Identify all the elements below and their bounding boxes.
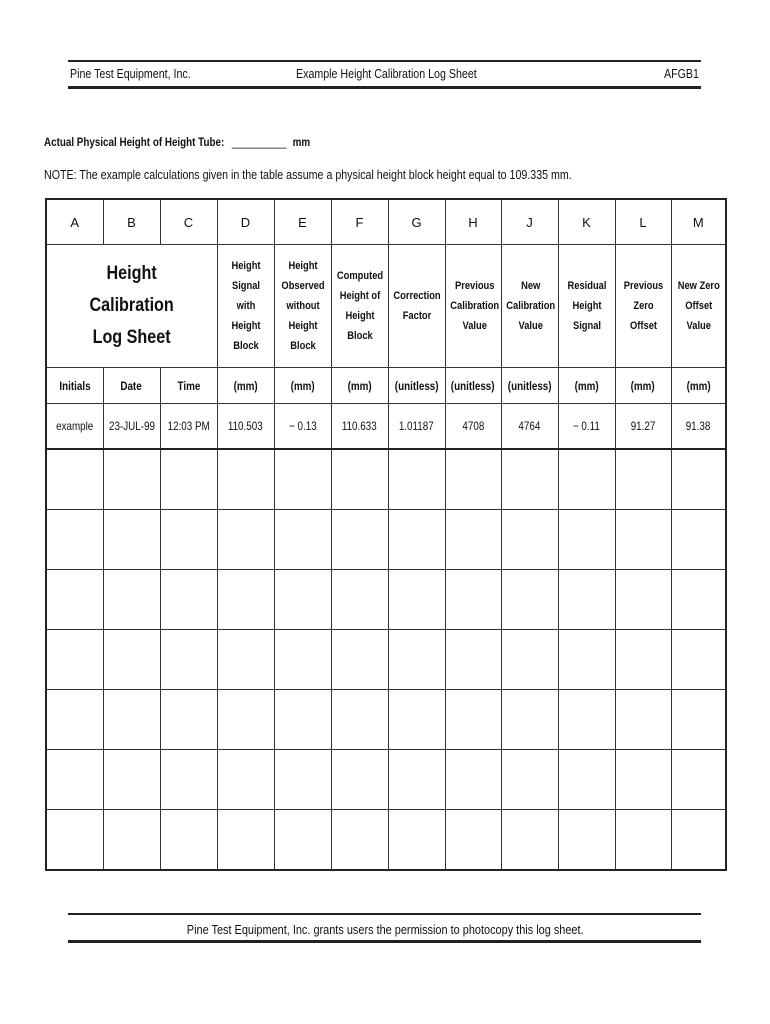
blank-entry-row — [46, 510, 726, 570]
blank-entry-cell[interactable] — [671, 449, 726, 510]
column-header: New Calibration Value — [501, 245, 558, 368]
blank-entry-cell[interactable] — [46, 510, 103, 570]
blank-entry-cell[interactable] — [46, 630, 103, 690]
column-letter: A — [46, 199, 103, 245]
blank-entry-cell[interactable] — [445, 810, 501, 871]
blank-entry-cell[interactable] — [615, 690, 671, 750]
blank-entry-cell[interactable] — [615, 810, 671, 871]
unit-cell: (mm) — [274, 368, 331, 404]
example-cell: example — [46, 404, 103, 450]
blank-entry-cell[interactable] — [331, 690, 388, 750]
blank-entry-cell[interactable] — [388, 750, 445, 810]
blank-entry-cell[interactable] — [388, 510, 445, 570]
blank-entry-cell[interactable] — [445, 570, 501, 630]
blank-entry-cell[interactable] — [103, 570, 160, 630]
column-header: New Zero Offset Value — [671, 245, 726, 368]
blank-entry-cell[interactable] — [217, 449, 274, 510]
blank-entry-cell[interactable] — [274, 449, 331, 510]
header-top-rule — [68, 60, 701, 62]
blank-entry-cell[interactable] — [615, 510, 671, 570]
column-letter: H — [445, 199, 501, 245]
column-header: Height Signal with Height Block — [217, 245, 274, 368]
example-cell: 23-JUL-99 — [103, 404, 160, 450]
column-letter: D — [217, 199, 274, 245]
blank-entry-cell[interactable] — [217, 690, 274, 750]
blank-entry-cell[interactable] — [388, 449, 445, 510]
blank-entry-cell[interactable] — [501, 449, 558, 510]
blank-entry-cell[interactable] — [671, 690, 726, 750]
blank-entry-cell[interactable] — [331, 570, 388, 630]
header-company: Pine Test Equipment, Inc. — [70, 66, 191, 81]
header-title: Example Height Calibration Log Sheet — [296, 66, 477, 81]
unit-cell: Initials — [46, 368, 103, 404]
blank-entry-cell[interactable] — [558, 630, 615, 690]
unit-cell: Time — [160, 368, 217, 404]
unit-cell: (mm) — [615, 368, 671, 404]
example-cell: 91.27 — [615, 404, 671, 450]
column-header: Height Observed without Height Block — [274, 245, 331, 368]
blank-entry-cell[interactable] — [558, 449, 615, 510]
blank-entry-cell[interactable] — [388, 570, 445, 630]
log-sheet-title — [46, 245, 217, 368]
example-cell: 110.503 — [217, 404, 274, 450]
column-letter: B — [103, 199, 160, 245]
blank-entry-cell[interactable] — [274, 690, 331, 750]
blank-entry-cell[interactable] — [46, 810, 103, 871]
column-letter: J — [501, 199, 558, 245]
blank-entry-row — [46, 630, 726, 690]
blank-entry-cell[interactable] — [274, 630, 331, 690]
blank-entry-cell[interactable] — [558, 510, 615, 570]
title-line: Height — [106, 263, 157, 284]
example-cell: − 0.11 — [558, 404, 615, 450]
column-letter: F — [331, 199, 388, 245]
blank-entry-cell[interactable] — [388, 690, 445, 750]
blank-entry-cell[interactable] — [501, 690, 558, 750]
unit-cell: (mm) — [217, 368, 274, 404]
example-cell: − 0.13 — [274, 404, 331, 450]
footer-permission-text: Pine Test Equipment, Inc. grants users the permission to photocopy this log sheet. — [186, 922, 584, 937]
blank-entry-cell[interactable] — [274, 510, 331, 570]
blank-entry-cell[interactable] — [671, 810, 726, 871]
footer-bottom-rule — [68, 940, 701, 943]
column-letter: K — [558, 199, 615, 245]
blank-entry-cell[interactable] — [160, 750, 217, 810]
blank-entry-cell[interactable] — [671, 510, 726, 570]
footer-top-rule — [68, 913, 701, 915]
blank-entry-cell[interactable] — [274, 810, 331, 871]
unit-cell: (unitless) — [445, 368, 501, 404]
blank-entry-cell[interactable] — [160, 630, 217, 690]
example-cell: 1.01187 — [388, 404, 445, 450]
unit-cell: (unitless) — [388, 368, 445, 404]
blank-entry-cell[interactable] — [671, 750, 726, 810]
blank-entry-row — [46, 570, 726, 630]
blank-entry-cell[interactable] — [160, 570, 217, 630]
column-header: Computed Height of Height Block — [331, 245, 388, 368]
blank-entry-cell[interactable] — [103, 449, 160, 510]
physical-height-line — [44, 135, 310, 149]
column-header: Previous Calibration Value — [445, 245, 501, 368]
column-letter: E — [274, 199, 331, 245]
blank-entry-cell[interactable] — [274, 750, 331, 810]
title-line: Calibration — [89, 295, 174, 316]
column-header-row — [46, 245, 726, 368]
blank-entry-cell[interactable] — [217, 810, 274, 871]
blank-entry-cell[interactable] — [103, 750, 160, 810]
blank-entry-cell[interactable] — [160, 510, 217, 570]
column-letter: G — [388, 199, 445, 245]
blank-entry-cell[interactable] — [331, 810, 388, 871]
blank-entry-cell[interactable] — [388, 630, 445, 690]
blank-entry-cell[interactable] — [217, 510, 274, 570]
blank-entry-cell[interactable] — [103, 630, 160, 690]
blank-entry-cell[interactable] — [445, 690, 501, 750]
unit-cell: (mm) — [558, 368, 615, 404]
blank-entry-cell[interactable] — [501, 750, 558, 810]
blank-entry-cell[interactable] — [501, 570, 558, 630]
blank-entry-cell[interactable] — [615, 630, 671, 690]
blank-entry-cell[interactable] — [501, 810, 558, 871]
column-header: Correction Factor — [388, 245, 445, 368]
physical-height-unit: mm — [292, 135, 311, 149]
blank-entry-cell[interactable] — [558, 810, 615, 871]
blank-entry-cell[interactable] — [558, 690, 615, 750]
example-cell: 12:03 PM — [160, 404, 217, 450]
blank-entry-cell[interactable] — [160, 449, 217, 510]
blank-entry-cell[interactable] — [558, 570, 615, 630]
note-line: NOTE: The example calculations given in the table assume a physical height block height equal to 109.335 mm. — [44, 167, 572, 182]
blank-entry-cell[interactable] — [217, 570, 274, 630]
blank-entry-cell[interactable] — [615, 750, 671, 810]
blank-entry-cell[interactable] — [331, 630, 388, 690]
column-letter: M — [671, 199, 726, 245]
column-letter-row — [46, 199, 726, 245]
blank-entry-cell[interactable] — [331, 750, 388, 810]
header-bottom-rule — [68, 86, 701, 89]
blank-entry-cell[interactable] — [274, 570, 331, 630]
blank-entry-cell[interactable] — [46, 570, 103, 630]
column-letter: C — [160, 199, 217, 245]
blank-entry-cell[interactable] — [445, 449, 501, 510]
blank-entry-row — [46, 810, 726, 871]
header-code: AFGB1 — [664, 66, 699, 81]
blank-entry-cell[interactable] — [46, 750, 103, 810]
blank-entry-cell[interactable] — [217, 750, 274, 810]
example-row — [46, 404, 726, 450]
blank-entry-cell[interactable] — [103, 690, 160, 750]
example-cell: 4764 — [501, 404, 558, 450]
blank-entry-cell[interactable] — [46, 449, 103, 510]
blank-entry-cell[interactable] — [501, 510, 558, 570]
blank-entry-cell[interactable] — [160, 690, 217, 750]
blank-entry-cell[interactable] — [46, 690, 103, 750]
blank-entry-cell[interactable] — [615, 449, 671, 510]
blank-entry-row — [46, 690, 726, 750]
blank-entry-cell[interactable] — [103, 510, 160, 570]
calibration-log-table — [45, 198, 727, 871]
units-row — [46, 368, 726, 404]
blank-entry-row — [46, 750, 726, 810]
unit-cell: (mm) — [331, 368, 388, 404]
example-cell: 110.633 — [331, 404, 388, 450]
unit-cell: Date — [103, 368, 160, 404]
column-header: Previous Zero Offset — [615, 245, 671, 368]
example-cell: 4708 — [445, 404, 501, 450]
blank-entry-cell[interactable] — [388, 810, 445, 871]
unit-cell: (unitless) — [501, 368, 558, 404]
blank-entry-cell[interactable] — [217, 630, 274, 690]
blank-entry-cell[interactable] — [331, 449, 388, 510]
blank-entry-cell[interactable] — [671, 570, 726, 630]
physical-height-label: Actual Physical Height of Height Tube: — [44, 135, 225, 149]
physical-height-blank: __________ — [231, 135, 287, 149]
blank-entry-cell[interactable] — [445, 510, 501, 570]
blank-entry-row — [46, 449, 726, 510]
column-letter: L — [615, 199, 671, 245]
title-line: Log Sheet — [92, 327, 171, 348]
unit-cell: (mm) — [671, 368, 726, 404]
blank-entry-cell[interactable] — [445, 630, 501, 690]
blank-entry-cell[interactable] — [558, 750, 615, 810]
blank-entry-cell[interactable] — [615, 570, 671, 630]
blank-entry-cell[interactable] — [671, 630, 726, 690]
blank-entry-cell[interactable] — [160, 810, 217, 871]
column-header: Residual Height Signal — [558, 245, 615, 368]
blank-entry-cell[interactable] — [501, 630, 558, 690]
blank-entry-cell[interactable] — [331, 510, 388, 570]
example-cell: 91.38 — [671, 404, 726, 450]
blank-entry-cell[interactable] — [103, 810, 160, 871]
blank-entry-cell[interactable] — [445, 750, 501, 810]
